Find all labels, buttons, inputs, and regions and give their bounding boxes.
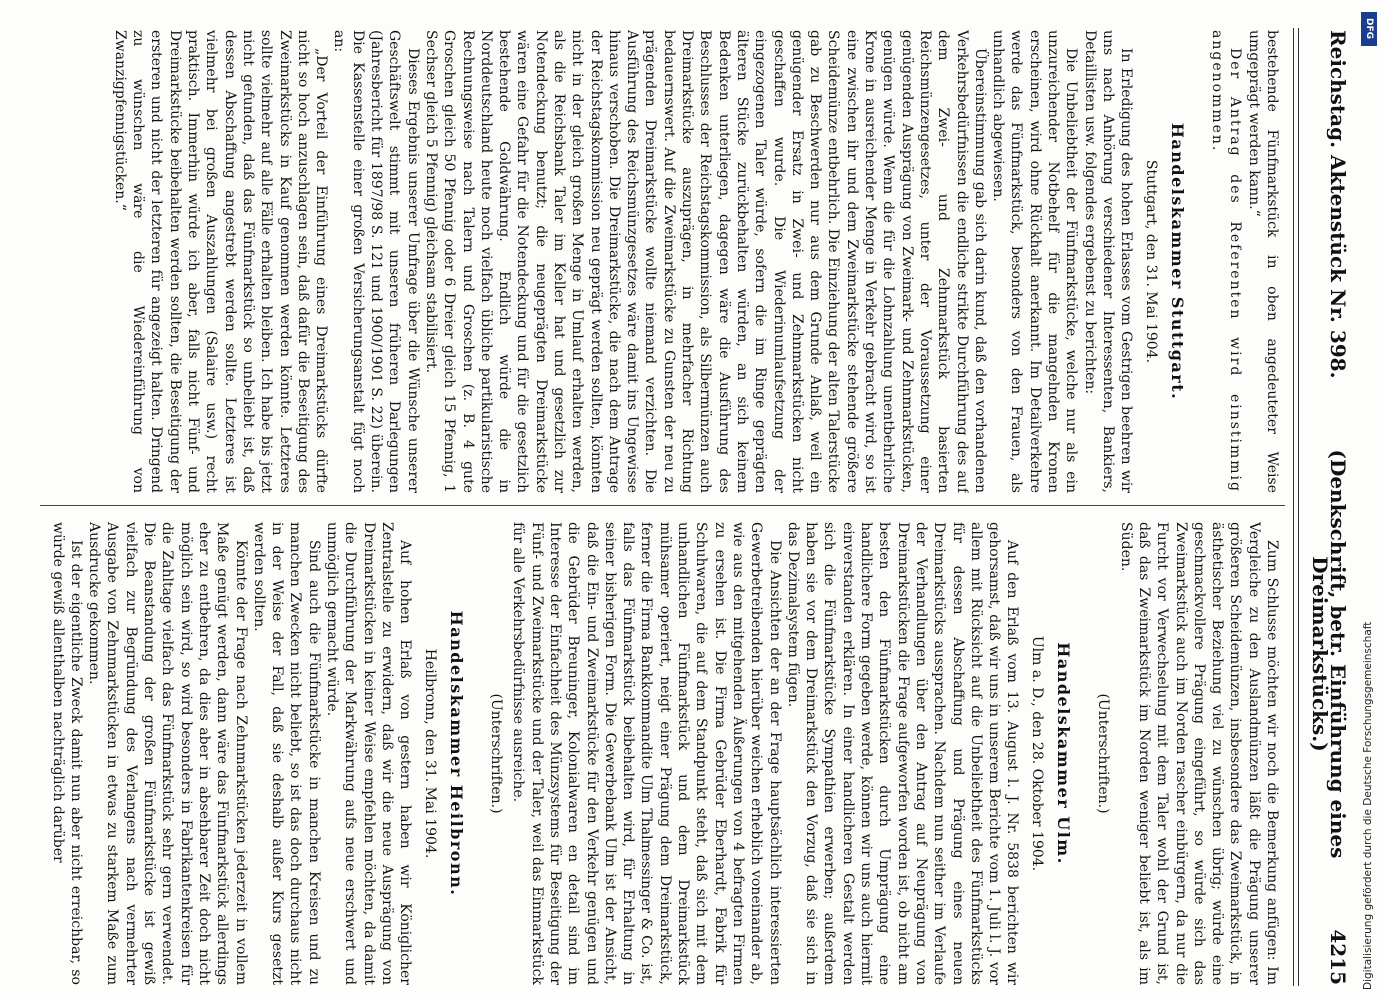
paragraph: In Erledigung des hohen Erlasses vom Gestrigen beehren wir uns nach Anhörung verschiedener Interessenten, Bankiers, Detaillisten usw. folgendes ergebenst zu berichten: — [1081, 30, 1135, 493]
paragraph: Die Ansichten der an der Frage hauptsächlich interessierten Gewerbetreibenden hierüber weichen erheblich voneinander ab, wie aus den mitgehenden Äußerungen von 4 befragten Firmen zu ersehen ist. Die Firma Gebrüder Eberhardt, Fabrik für Schuhwaren, die auf dem Standpunkt steht, daß sich mit dem unhandlichen Fünfmarkstück und dem Dreimarkstück mühsamer operiert, neigt einer Prägung dem Dreimarkstück, ferner die Firma Bankkommandite Ulm Thalmessinger & Co. ist, falls das Fünfmarkstück beibehalten wird, für Erhaltung in seiner bisherigen Form. Die Gewerbebank Ulm ist der Ansicht, daß die Ein- und Zweimarkstücke für den Verkehr genügen und die Gebrüder Breuninger, Kolonialwaren en detail sind im Interesse der Einfachheit des Münzsystems für Beseitigung der Fünf- und Zweimarkstücke und der Taler, weil das Einmarkstück für alle Verkehrsbedürfnisse ausreiche. — [510, 522, 783, 985]
header-title: Reichstag. Aktenstück Nr. 398. — [1326, 30, 1350, 379]
paragraph: Ist der eigentliche Zweck damit nun aber nicht erreichbar, so würde gewiß allenthalben nachträglich darüber — [49, 522, 84, 985]
sidebar-credit — [1358, 0, 1380, 1000]
left-column — [41, 30, 1281, 493]
page-header — [1307, 30, 1350, 985]
paragraph: bestehende Fünfmarkstück in oben angedeuteter Weise umgeprägt werden kann.“ — [1245, 30, 1280, 493]
paragraph: Der Antrag des Referenten wird einstimmig angenommen. — [1209, 30, 1244, 493]
section-heading: Handelskammer Heilbronn. — [446, 610, 466, 897]
section-heading: Handelskammer Stuttgart. — [1167, 122, 1187, 401]
dateline: Ulm a. D., den 28. Oktober 1904. — [1028, 635, 1045, 872]
right-column — [41, 522, 1281, 985]
dateline: Stuttgart, den 31. Mai 1904. — [1142, 159, 1159, 364]
dateline: Heilbronn, den 31. Mai 1904. — [421, 648, 438, 859]
signatures-note: (Unterschriften.) — [488, 693, 505, 814]
header-subtitle: (Denkschrift, betr. Einführung eines Dreimarkstücks.) — [1307, 449, 1350, 859]
paragraph: Dieses Ergebnis unserer Umfrage über die Wünsche unserer Geschäftswelt stimmt mit unseren früheren Darlegungen (Jahresbericht für 1897/98 S. 121 und 1900/1901 S. 22) überein. Die Kassenstelle einer großen Versicherungsanstalt fügt noch an: — [331, 30, 421, 493]
column-divider — [40, 505, 1285, 506]
credit-text: Digitalisierung gefördert durch die Deutsche Forschungsgemeinschaft — [1362, 621, 1374, 990]
paragraph: Zum Schlusse möchten wir noch die Bemerkung anfügen: Im Vergleiche zu den Auslandmünzen läßt die Prägung unserer größeren Scheidemünzen, insbesondere das Zweimarkstück, in ästhetischer Beziehung viel zu wünschen übrig; würde eine geschmackvollere Prägung eingeführt, so würde sich das Zweimarkstück auch im Norden rascher einbürgern, da nur die Furcht vor Verwechselung mit dem Taler wohl der Grund ist, daß das Zweimarkstück im Norden weniger beliebt ist, als im Süden. — [1117, 522, 1280, 985]
paragraph: Auf den Erlaß vom 13. August l. J. Nr. 5838 berichten wir gehorsamst, daß wir uns in unserem Berichte vom 1. Juli l. J. vor allem mit Rücksicht auf die Unbeliebtheit des Fünfmarkstücks für dessen Abschaffung und Prägung eines neuen Dreimarkstücks aussprachen. Nachdem nun seither im Verlaufe der Verhandlungen über den Antrag auf Neuprägung von Dreimarkstücken die Frage aufgeworfen worden ist, ob nicht am besten den Fünfmarkstücken durch Umprägung eine handlichere Form gegeben werde, können wir uns auch hiermit einverstanden erklären. In einer handlicheren Gestalt werden sich die Fünfmarkstücke Sympathien erwerben; außerdem haben sie vor dem Dreimarkstück den Vorzug, daß sie sich in das Dezimalsystem fügen. — [784, 522, 1021, 985]
signatures-note: (Unterschriften.) — [1095, 693, 1112, 814]
section-heading: Handelskammer Ulm. — [1054, 642, 1074, 865]
header-rule — [1298, 28, 1299, 986]
dfg-logo: DFG — [1361, 12, 1377, 46]
paragraph: Auf hohen Erlaß von gestern haben wir Königlicher Zentralstelle zu erwidern, daß wir die neue Ausprägung von Dreimarkstücken in keiner Weise empfehlen möchten, da damit die Durchführung der Markwährung aufs neue erschwert und unmöglich gemacht würde. — [324, 522, 414, 985]
paragraph: Übereinstimmung gab sich darin kund, daß den vorhandenen Verkehrsbedürfnissen die endliche strikte Durchführung des auf dem Zwei- und Zehnmarkstück basierten Reichsmünzengesetzes, unter der Voraussetzung einer genügenden Ausprägung von Zweimark- und Zehnmarkstücken, genügen würde. Wenn die für die Lohnzahlung unentbehrliche Krone in ausreichender Menge in Verkehr gebracht wird, so ist eine zwischen ihr und dem Zweimarkstücke stehende größere Scheidemünze entbehrlich. Die Einziehung der alten Talerstücke gab zu Beschwerden nur aus dem Grunde Anlaß, weil ein genügender Ersatz in Zwei- und Zehnmarkstücken nicht geschaffen wurde. Die Wiederinumlaufsetzung der eingezogenen Taler würde, sofern die im Ringe geprägten älteren Stücke zurückbehalten würden, an sich keinem Bedenken unterliegen, dagegen wäre die Ausführung des Beschlusses der Reichstagskommission, als Silbermünzen auch Dreimarkstücke auszuprägen, in mehrfacher Richtung bedauernswert. Auf die Zweimarkstücke zu Gunsten der neu zu prägenden Dreimarkstücke wollte niemand verzichten. Die Ausführung des Reichsmünzgesetzes wäre damit ins Ungewisse hinaus verschoben. Die Dreimarkstücke, die nach dem Antrage der Reichstagskommission neu geprägt werden sollten, könnten nicht in der gleich großen Menge in Umlauf erhalten werden, als die Reichsbank Taler im Keller hat und gesetzlich zur Notendeckung benutzt; die neugeprägten Dreimarkstücke wären eine Gefahr für die Notendeckung und für die gesetzlich bestehende Goldwährung. Endlich würde die in Norddeutschland heute noch vielfach übliche partikularistische Rechnungsweise nach Talern und Groschen (z. B. 4 gute Groschen gleich 50 Pfennig oder 6 Dreier gleich 15 Pfennig, 1 Sechser gleich 5 Pfennig) gleichsam stabilisiert. — [422, 30, 988, 493]
paragraph: Sind auch die Fünfmarkstücke in manchen Kreisen und zu manchen Zwecken nicht beliebt, so ist das doch durchaus nicht in der Weise der Fall, daß sie deshalb außer Kurs gesetzt werden sollten. — [250, 522, 322, 985]
header-rule-double — [1293, 28, 1294, 986]
document-page — [28, 0, 1355, 1000]
paragraph: Die Unbeliebtheit der Fünfmarkstücke, welche nur als ein unzureichender Notbehelf für die mangelnden Kronen erscheinen, wird ohne Rückhalt anerkannt. Im Detailverkehre werde das Fünfmarkstück, besonders von den Frauen, als unhandlich abgewiesen. — [990, 30, 1080, 493]
paragraph: Könnte der Frage nach Zehnmarkstücken jederzeit in vollem Maße genügt werden, dann wäre das Fünfmarkstück allerdings eher zu entbehren, da dies aber in absehbarer Zeit doch nicht möglich sein wird, so wird besonders in Fabrikantenkreisen für die Zahltage vielfach das Fünfmarkstück sehr gern verwendet. Die Beanstandung der großen Fünfmarkstücke ist gewiß vielfach zur Begründung des Verlangens nach vermehrter Ausgabe von Zehnmarkstücken in etwas zu starkem Maße zum Ausdrucke gekommen. — [86, 522, 249, 985]
paragraph: „Der Vorteil der Einführung eines Dreimarkstücks dürfte nicht so hoch anzuschlagen sein, daß dafür die Beseitigung des Zweimarkstücks in Kauf genommen werden könnte. Letzteres sollte vielmehr auf alle Fälle erhalten bleiben. Ich habe bis jetzt nicht gefunden, daß das Fünfmarkstück so unbeliebt ist, daß dessen Abschaffung angestrebt werden sollte. Letzteres ist vielmehr bei großen Auszahlungen (Salaire usw.) recht praktisch. Immerhin würde ich aber, falls nicht Fünf- und Dreimarkstücke beibehalten werden sollten, die Beseitigung der ersteren und nicht der letzteren für angezeigt halten. Dringend zu wünschen wäre die Wiedereinführung von Zwanzigpfennigstücken.“ — [111, 30, 330, 493]
page-number: 4215 — [1326, 929, 1350, 985]
